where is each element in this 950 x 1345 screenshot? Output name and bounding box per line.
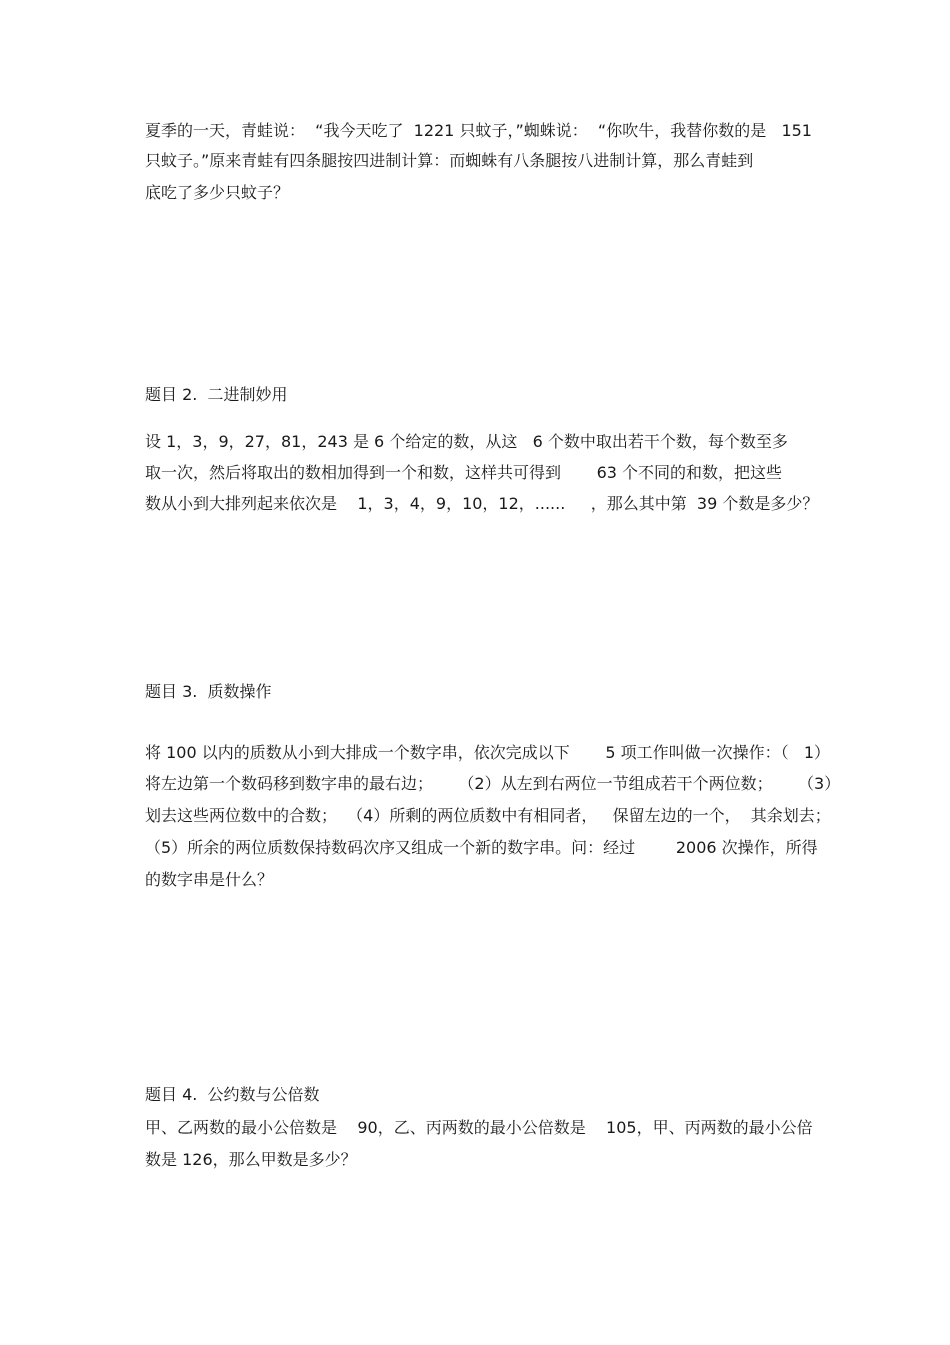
problem4-title: 题目 4. 公约数与公倍数 — [145, 1085, 320, 1104]
problem4-line-1: 甲、乙两数的最小公倍数是 90，乙、丙两数的最小公倍数是 105，甲、丙两数的最小公倍 — [145, 1118, 813, 1137]
problem4-line-2: 数是 126，那么甲数是多少？ — [145, 1150, 357, 1169]
problem3-line-2: 将左边第一个数码移到数字串的最右边； （2）从左到右两位一节组成若干个两位数； （3） — [145, 774, 841, 793]
problem1-line-1: 夏季的一天，青蛙说： “我今天吃了 1221 只蚊子，”蜘蛛说： “你吹牛，我替你数的是 151 — [145, 121, 812, 140]
problem2-line-3: 数从小到大排列起来依次是 1，3，4，9，10，12，...... ，那么其中第 39 个数是多少？ — [145, 494, 819, 513]
problem3-line-1: 将 100 以内的质数从小到大排成一个数字串，依次完成以下 5 项工作叫做一次操作：（ 1） — [145, 743, 831, 762]
problem3-line-3: 划去这些两位数中的合数； （4）所剩的两位质数中有相同者， 保留左边的一个， 其余划去； — [145, 806, 831, 825]
problem2-title: 题目 2. 二进制妙用 — [145, 385, 288, 404]
problem2-line-2: 取一次，然后将取出的数相加得到一个和数，这样共可得到 63 个不同的和数，把这些 — [145, 463, 783, 482]
problem3-line-4: （5）所余的两位质数保持数码次序又组成一个新的数字串。问：经过 2006 次操作，所得 — [145, 838, 818, 857]
problem3-line-5: 的数字串是什么？ — [145, 870, 274, 889]
problem3-title: 题目 3. 质数操作 — [145, 682, 272, 701]
problem1-line-2: 只蚊子。”原来青蛙有四条腿按四进制计算：而蜘蛛有八条腿按八进制计算，那么青蛙到 — [145, 151, 754, 170]
problem2-line-1: 设 1，3，9，27，81，243 是 6 个给定的数，从这 6 个数中取出若干个数，每个数至多 — [145, 432, 788, 451]
problem1-line-3: 底吃了多少只蚊子？ — [145, 183, 290, 202]
